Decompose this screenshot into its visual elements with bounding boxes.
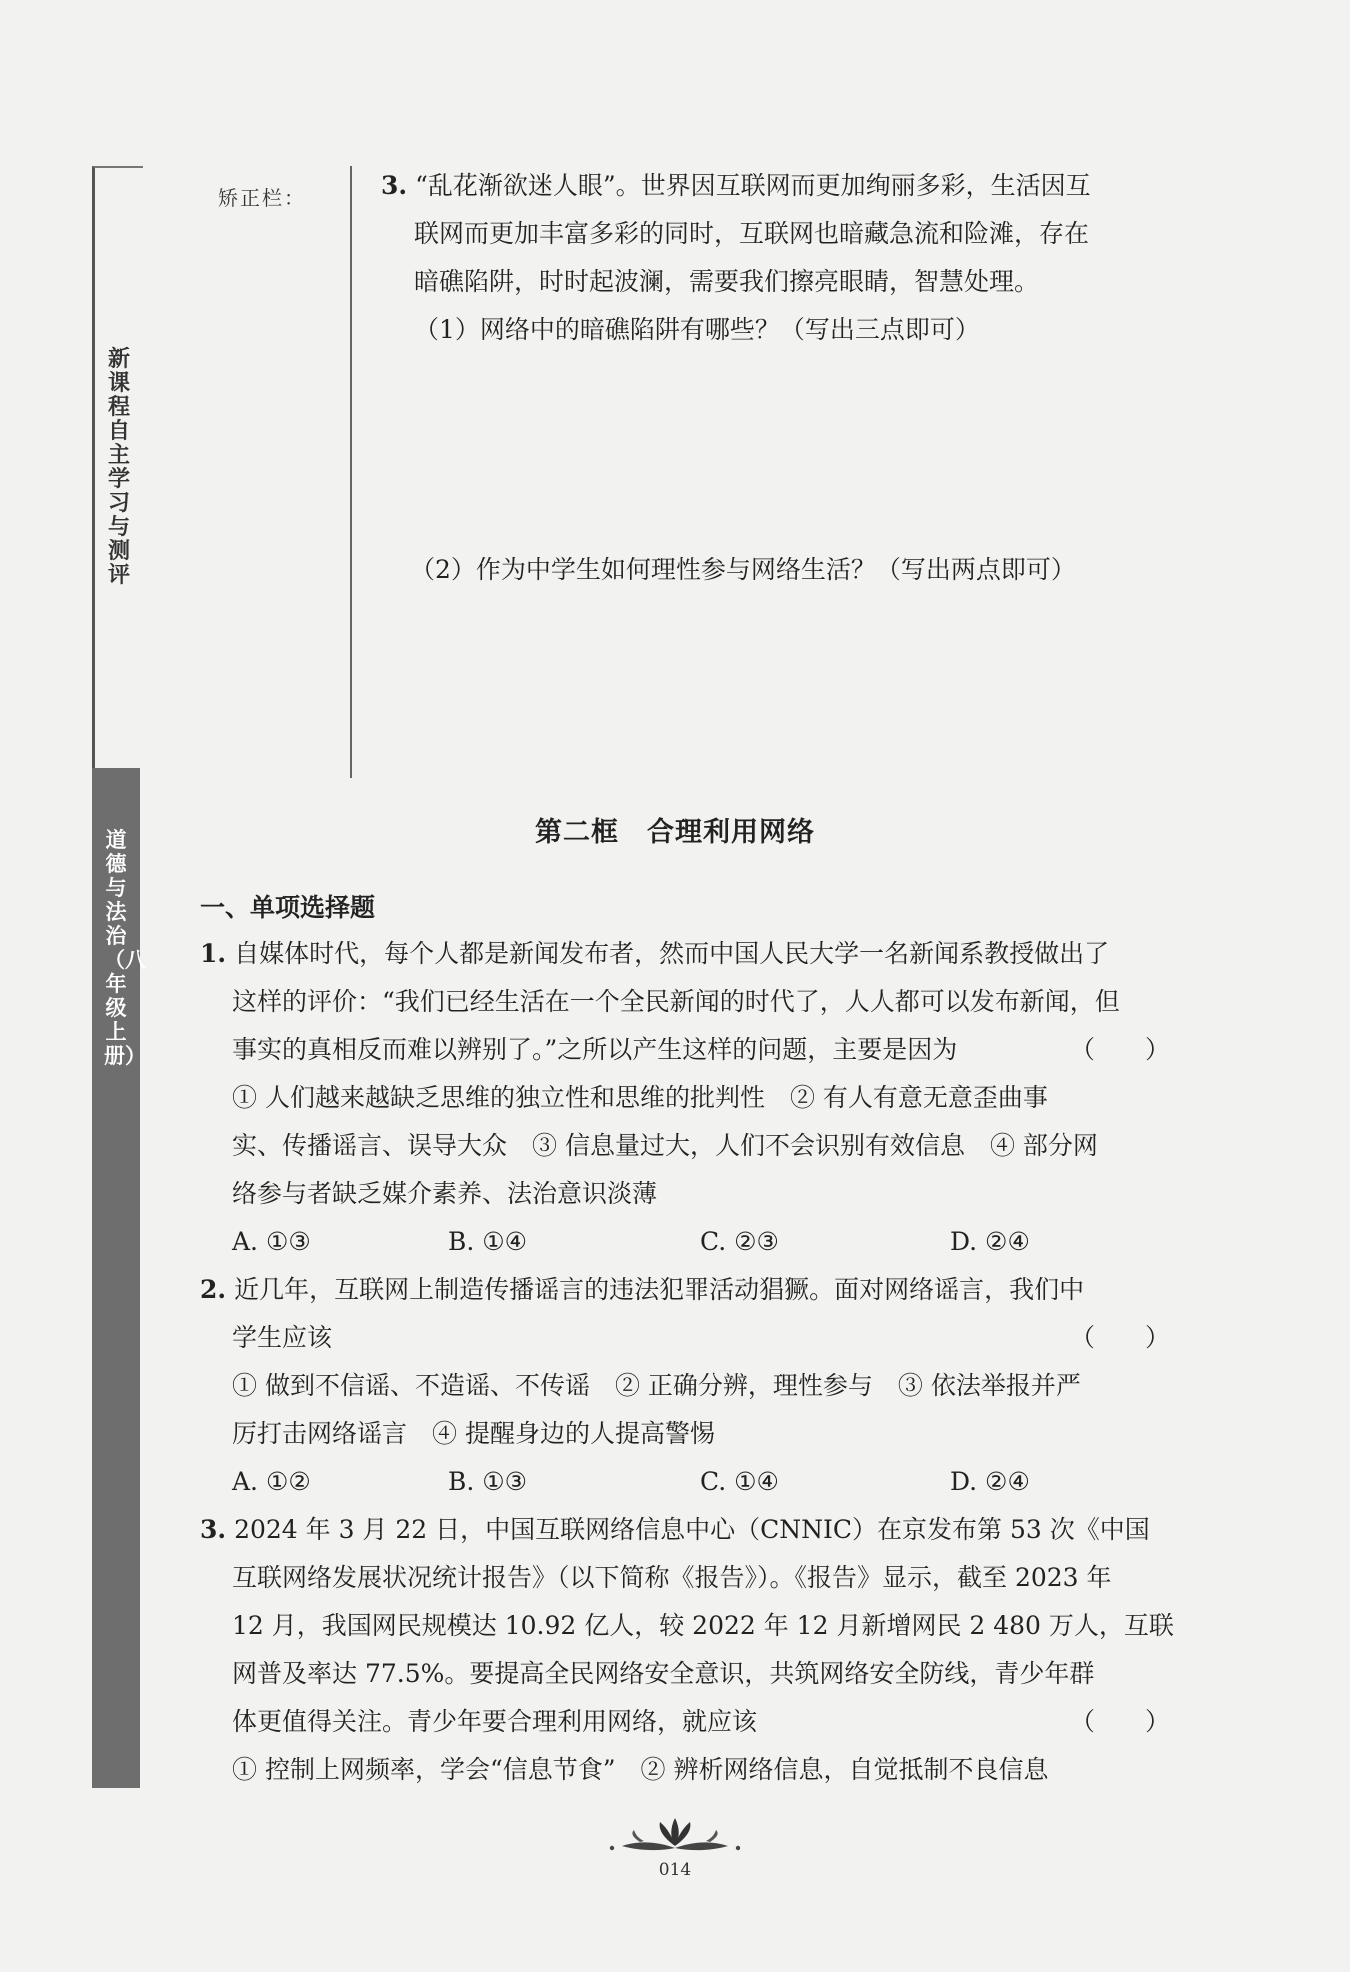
question-number: 3. — [381, 171, 408, 200]
question-prev-3 — [381, 162, 1091, 210]
answer-parentheses: （ ） — [1070, 1707, 1171, 1736]
question-line: ① 控制上网频率，学会“信息节食” ② 辨析网络信息，自觉抵制不良信息 — [232, 1755, 1049, 1784]
question-1 — [200, 930, 1109, 978]
question-prev-3-cont — [414, 210, 1089, 354]
question-3 — [200, 1506, 1150, 1554]
floral-ornament-icon — [600, 1812, 750, 1862]
correction-column — [140, 166, 352, 778]
question-line: ① 做到不信谣、不造谣、不传谣 ② 正确分辨，理性参与 ③ 依法举报并严 — [232, 1371, 1081, 1400]
question-line: 自媒体时代，每个人都是新闻发布者，然而中国人民大学一名新闻系教授做出了 — [234, 939, 1110, 968]
question-number: 3. — [200, 1515, 227, 1544]
option-c: C. ②③ — [700, 1227, 779, 1256]
subject-label: 道德与法治（八年级上册） — [104, 828, 146, 1068]
section-title: 第二框 合理利用网络 — [535, 817, 815, 848]
option-b: B. ①③ — [448, 1467, 528, 1496]
question-line: 联网而更加丰富多彩的同时，互联网也暗藏急流和险滩，存在 — [414, 219, 1090, 248]
question-line: 近几年，互联网上制造传播谣言的违法犯罪活动猖獗。面对网络谣言，我们中 — [234, 1275, 1085, 1304]
option-d: D. ②④ — [950, 1227, 1030, 1256]
question-line: “乱花渐欲迷人眼”。世界因互联网而更加绚丽多彩，生活因互 — [415, 171, 1091, 200]
question-line: 事实的真相反而难以辨别了。”之所以产生这样的问题，主要是因为 — [232, 1035, 958, 1064]
page-number: 014 — [658, 1860, 692, 1880]
question-line: 网普及率达 77.5%。要提高全民网络安全意识，共筑网络安全防线，青少年群 — [232, 1659, 1095, 1688]
question-number: 1. — [200, 939, 227, 968]
option-a: A. ①③ — [232, 1227, 311, 1256]
question-2-body — [232, 1314, 1081, 1458]
question-2 — [200, 1266, 1084, 1314]
question-3-body — [232, 1554, 1174, 1794]
question-line: 互联网络发展状况统计报告》（以下简称《报告》）。《报告》显示，截至 2023 年 — [232, 1563, 1112, 1592]
part-heading: 一、单项选择题 — [200, 893, 376, 922]
sub-question-2: （2）作为中学生如何理性参与网络生活？（写出两点即可） — [410, 555, 1076, 584]
question-1-body — [232, 978, 1120, 1218]
sidebar-book-title-strip — [92, 166, 143, 770]
question-line: 暗礁陷阱，时时起波澜，需要我们擦亮眼睛，智慧处理。 — [414, 267, 1040, 296]
correction-label: 矫正栏： — [218, 186, 306, 210]
book-title: 新课程自主学习与测评 — [107, 347, 130, 588]
sidebar-subject-strip — [92, 768, 146, 1788]
question-line: 这样的评价：“我们已经生活在一个全民新闻的时代了，人人都可以发布新闻，但 — [232, 987, 1120, 1016]
option-a: A. ①② — [232, 1467, 311, 1496]
option-d: D. ②④ — [950, 1467, 1030, 1496]
question-line: 2024 年 3 月 22 日，中国互联网络信息中心（CNNIC）在京发布第 53 次《中国 — [234, 1515, 1150, 1544]
question-line: 实、传播谣言、误导大众 ③ 信息量过大，人们不会识别有效信息 ④ 部分网 — [232, 1131, 1098, 1160]
sub-question-1: （1）网络中的暗礁陷阱有哪些？（写出三点即可） — [414, 315, 980, 344]
question-line: 络参与者缺乏媒介素养、法治意识淡薄 — [232, 1179, 658, 1208]
sub-question-2-wrap — [410, 546, 1076, 594]
question-line: 厉打击网络谣言 ④ 提醒身边的人提高警惕 — [232, 1419, 715, 1448]
option-c: C. ①④ — [700, 1467, 779, 1496]
question-line: ① 人们越来越缺乏思维的独立性和思维的批判性 ② 有人有意无意歪曲事 — [232, 1083, 1048, 1112]
answer-parentheses: （ ） — [1070, 1323, 1171, 1352]
answer-parentheses: （ ） — [1070, 1035, 1171, 1064]
question-line: 学生应该 — [232, 1323, 333, 1352]
question-line: 12 月，我国网民规模达 10.92 亿人，较 2022 年 12 月新增网民 2 480 万人，互联 — [232, 1611, 1174, 1640]
question-line: 体更值得关注。青少年要合理利用网络，就应该 — [232, 1707, 758, 1736]
question-number: 2. — [200, 1275, 227, 1304]
option-b: B. ①④ — [448, 1227, 528, 1256]
